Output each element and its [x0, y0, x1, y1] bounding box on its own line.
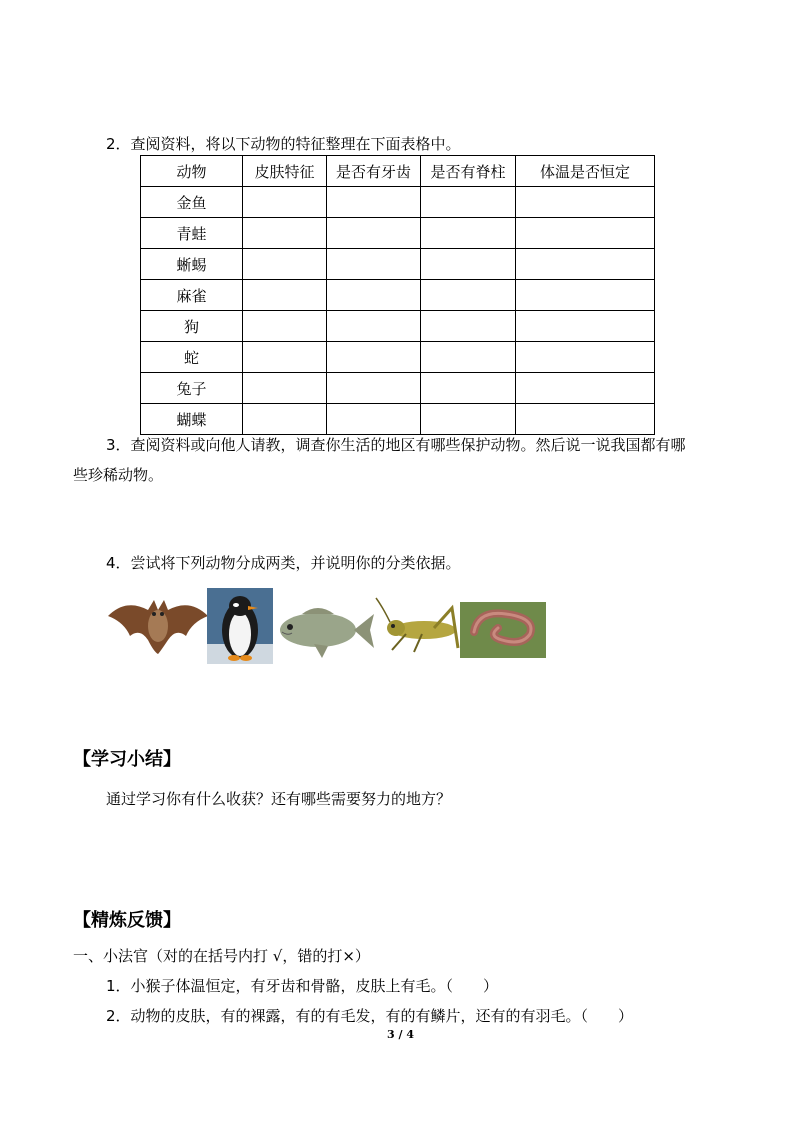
header-skin: 皮肤特征	[243, 156, 327, 187]
table-cell[interactable]	[243, 249, 327, 280]
table-cell[interactable]	[327, 404, 421, 435]
table-cell[interactable]	[421, 218, 516, 249]
table-cell[interactable]	[516, 342, 655, 373]
header-body-temp: 体温是否恒定	[516, 156, 655, 187]
feedback-item-2: 2．动物的皮肤，有的裸露，有的有毛发，有的有鳞片，还有的有羽毛。（ ）	[106, 1007, 634, 1025]
table-row	[141, 187, 655, 218]
header-spine: 是否有脊柱	[421, 156, 516, 187]
table-cell[interactable]	[516, 280, 655, 311]
table-cell[interactable]	[327, 373, 421, 404]
table-cell[interactable]	[243, 187, 327, 218]
animal-name: 蝴蝶	[141, 404, 243, 435]
penguin-image	[207, 588, 273, 664]
animal-name: 蛇	[141, 342, 243, 373]
table-cell[interactable]	[516, 404, 655, 435]
table-cell[interactable]	[327, 280, 421, 311]
grasshopper-image	[376, 598, 458, 652]
animal-name: 兔子	[141, 373, 243, 404]
animal-name: 金鱼	[141, 187, 243, 218]
table-cell[interactable]	[243, 311, 327, 342]
table-row	[141, 404, 655, 435]
table-row	[141, 342, 655, 373]
feedback-heading: 【精炼反馈】	[73, 910, 181, 931]
fish-image	[280, 608, 374, 658]
feedback-item-1: 1．小猴子体温恒定，有牙齿和骨骼，皮肤上有毛。（ ）	[106, 977, 499, 995]
summary-heading: 【学习小结】	[73, 749, 181, 770]
table-cell[interactable]	[243, 280, 327, 311]
table-cell[interactable]	[421, 249, 516, 280]
table-cell[interactable]	[421, 280, 516, 311]
page-number: 3 / 4	[387, 1028, 414, 1041]
table-header-row	[141, 156, 655, 187]
earthworm-image	[460, 602, 546, 658]
header-teeth: 是否有牙齿	[327, 156, 421, 187]
table-cell[interactable]	[243, 404, 327, 435]
feedback-section-1: 一、小法官（对的在括号内打 √，错的打×）	[73, 947, 370, 965]
table-cell[interactable]	[516, 187, 655, 218]
animal-images	[106, 588, 556, 668]
question-4: 4．尝试将下列动物分成两类，并说明你的分类依据。	[106, 554, 461, 572]
table-cell[interactable]	[421, 187, 516, 218]
question-3-line1: 3．查阅资料或向他人请教，调查你生活的地区有哪些保护动物。然后说一说我国都有哪	[106, 436, 686, 454]
table-cell[interactable]	[327, 249, 421, 280]
table-cell[interactable]	[243, 373, 327, 404]
table-row	[141, 280, 655, 311]
animal-name: 青蛙	[141, 218, 243, 249]
animal-name: 狗	[141, 311, 243, 342]
table-row	[141, 218, 655, 249]
table-cell[interactable]	[243, 342, 327, 373]
table-cell[interactable]	[327, 311, 421, 342]
table-cell[interactable]	[421, 311, 516, 342]
table-row	[141, 311, 655, 342]
question-3-line2: 些珍稀动物。	[73, 466, 164, 484]
table-cell[interactable]	[421, 342, 516, 373]
table-row	[141, 373, 655, 404]
table-cell[interactable]	[516, 373, 655, 404]
table-row	[141, 249, 655, 280]
table-cell[interactable]	[516, 311, 655, 342]
animal-features-table	[140, 155, 655, 435]
header-animal: 动物	[141, 156, 243, 187]
table-cell[interactable]	[516, 249, 655, 280]
table-cell[interactable]	[327, 342, 421, 373]
animal-name: 麻雀	[141, 280, 243, 311]
table-cell[interactable]	[327, 218, 421, 249]
table-cell[interactable]	[421, 404, 516, 435]
table-cell[interactable]	[327, 187, 421, 218]
bat-image	[108, 600, 208, 654]
table-cell[interactable]	[421, 373, 516, 404]
summary-prompt: 通过学习你有什么收获？还有哪些需要努力的地方？	[106, 790, 452, 808]
question-2: 2．查阅资料，将以下动物的特征整理在下面表格中。	[106, 135, 461, 153]
table-cell[interactable]	[516, 218, 655, 249]
table-cell[interactable]	[243, 218, 327, 249]
animal-name: 蜥蜴	[141, 249, 243, 280]
